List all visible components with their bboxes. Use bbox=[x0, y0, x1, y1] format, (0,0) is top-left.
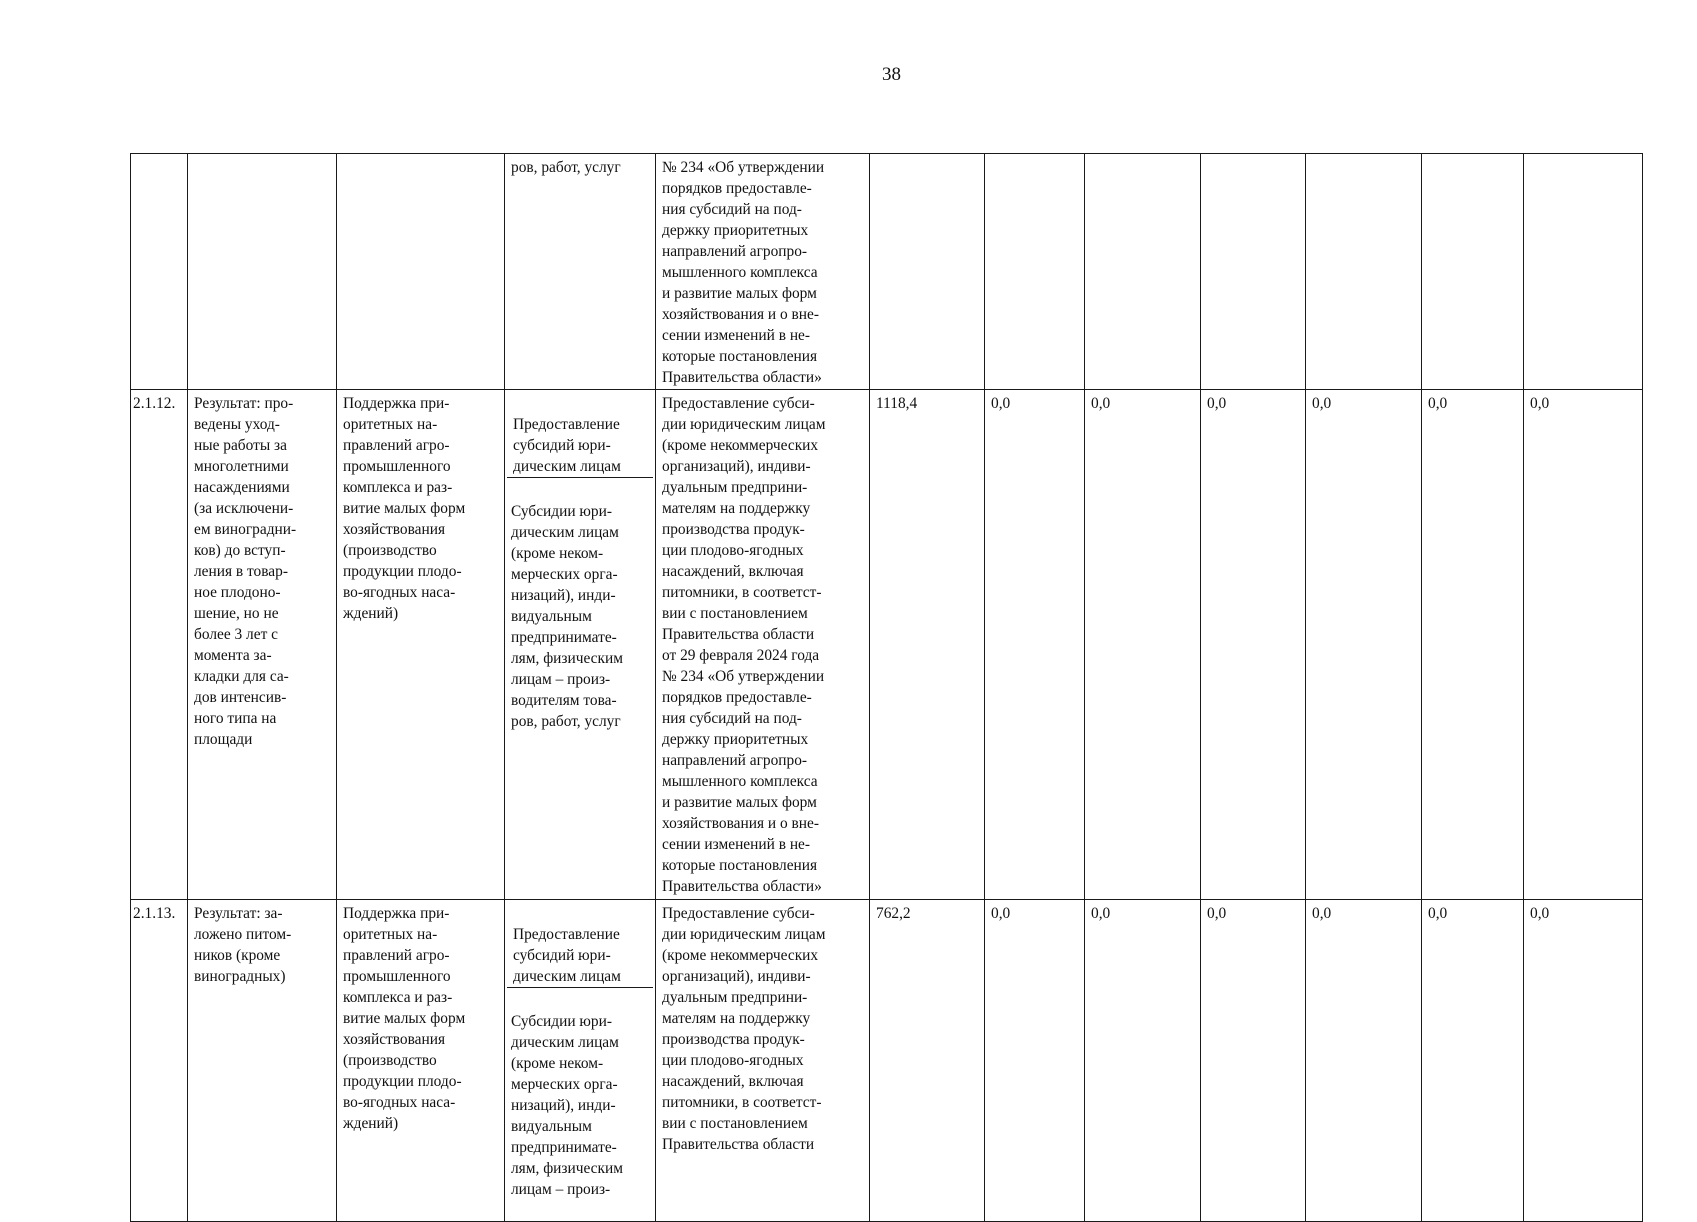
result-cell: Результат: за- ложено питом- ников (кроме виноградных) bbox=[188, 900, 337, 1222]
cell-empty bbox=[337, 154, 505, 390]
cell-empty bbox=[1201, 154, 1306, 390]
direction-cell: Поддержка при- оритетных на- правлений агро- промышленного комплекса и раз- витие малых форм хозяйствования (производство продукции плодо- во-ягодных наса- ждений) bbox=[337, 900, 505, 1222]
row-number: 2.1.12. bbox=[131, 390, 188, 900]
basis-cell: Предоставление субси- дии юридическим лицам (кроме некоммерческих организаций), индиви- дуальным предприни- мателям на поддержку производства продук- ции плодово-ягодных насаждений, включая питомники, в соответст- вии с постановлением Правительства области от 29 февраля 2024 года № 234 «Об утверждении порядков предоставле- ния субсидий на под- держку приоритетных направлений агропро- мышленного комплекса и развитие малых форм хозяйствования и о вне- сении изменений в не- которые постановления Правительства области» bbox=[656, 390, 870, 900]
value-cell: 0,0 bbox=[1306, 900, 1422, 1222]
value-cell: 0,0 bbox=[1201, 390, 1306, 900]
cell-empty bbox=[1422, 154, 1524, 390]
cell-basis-continued: № 234 «Об утверждении порядков предоставле- ния субсидий на под- держку приоритетных направлений агропро- мышленного комплекса и развитие малых форм хозяйствования и о вне- сении изменений в не- которые постановления Правительства области» bbox=[656, 154, 870, 390]
page-number: 38 bbox=[882, 64, 901, 85]
direction-cell: Поддержка при- оритетных на- правлений агро- промышленного комплекса и раз- витие малых форм хозяйствования (производство продукции плодо- во-ягодных наса- ждений) bbox=[337, 390, 505, 900]
value-cell: 1118,4 bbox=[870, 390, 985, 900]
measure-recipients: Субсидии юри- дическим лицам (кроме неком- мерческих орга- низаций), инди- видуальным предпринимате- лям, физическим лицам – произ- водителям това- ров, работ, услуг bbox=[511, 503, 623, 730]
activities-table bbox=[130, 153, 1643, 1222]
value-cell: 0,0 bbox=[1085, 900, 1201, 1222]
value-cell: 0,0 bbox=[985, 390, 1085, 900]
measure-cell bbox=[505, 900, 656, 1222]
value-cell: 0,0 bbox=[1201, 900, 1306, 1222]
value-cell: 0,0 bbox=[985, 900, 1085, 1222]
measure-type: Предоставление субсидий юри- дическим лицам bbox=[507, 411, 653, 478]
cell-empty bbox=[1524, 154, 1643, 390]
result-cell: Результат: про- ведены уход- ные работы за многолетними насаждениями (за исключени- ем виноградни- ков) до вступ- ления в товар- ное плодоно- шение, но не более 3 лет с момента за- кладки для са- дов интенсив- ного типа на площади bbox=[188, 390, 337, 900]
table-row-continuation bbox=[131, 154, 1643, 390]
cell-empty bbox=[188, 154, 337, 390]
cell-empty bbox=[870, 154, 985, 390]
table-row bbox=[131, 390, 1643, 900]
measure-type: Предоставление субсидий юри- дическим лицам bbox=[507, 921, 653, 988]
measure-recipients: Субсидии юри- дическим лицам (кроме неком- мерческих орга- низаций), инди- видуальным предпринимате- лям, физическим лицам – произ- bbox=[511, 1013, 623, 1198]
basis-cell: Предоставление субси- дии юридическим лицам (кроме некоммерческих организаций), индиви- дуальным предприни- мателям на поддержку производства продук- ции плодово-ягодных насаждений, включая питомники, в соответст- вии с постановлением Правительства области bbox=[656, 900, 870, 1222]
row-number: 2.1.13. bbox=[131, 900, 188, 1222]
cell-measure-continued: ров, работ, услуг bbox=[505, 154, 656, 390]
value-cell: 0,0 bbox=[1422, 900, 1524, 1222]
value-cell: 0,0 bbox=[1422, 390, 1524, 900]
cell-empty bbox=[131, 154, 188, 390]
measure-cell bbox=[505, 390, 656, 900]
cell-empty bbox=[1306, 154, 1422, 390]
value-cell: 762,2 bbox=[870, 900, 985, 1222]
table-row bbox=[131, 900, 1643, 1222]
value-cell: 0,0 bbox=[1524, 900, 1643, 1222]
value-cell: 0,0 bbox=[1306, 390, 1422, 900]
cell-empty bbox=[985, 154, 1085, 390]
value-cell: 0,0 bbox=[1524, 390, 1643, 900]
cell-empty bbox=[1085, 154, 1201, 390]
value-cell: 0,0 bbox=[1085, 390, 1201, 900]
